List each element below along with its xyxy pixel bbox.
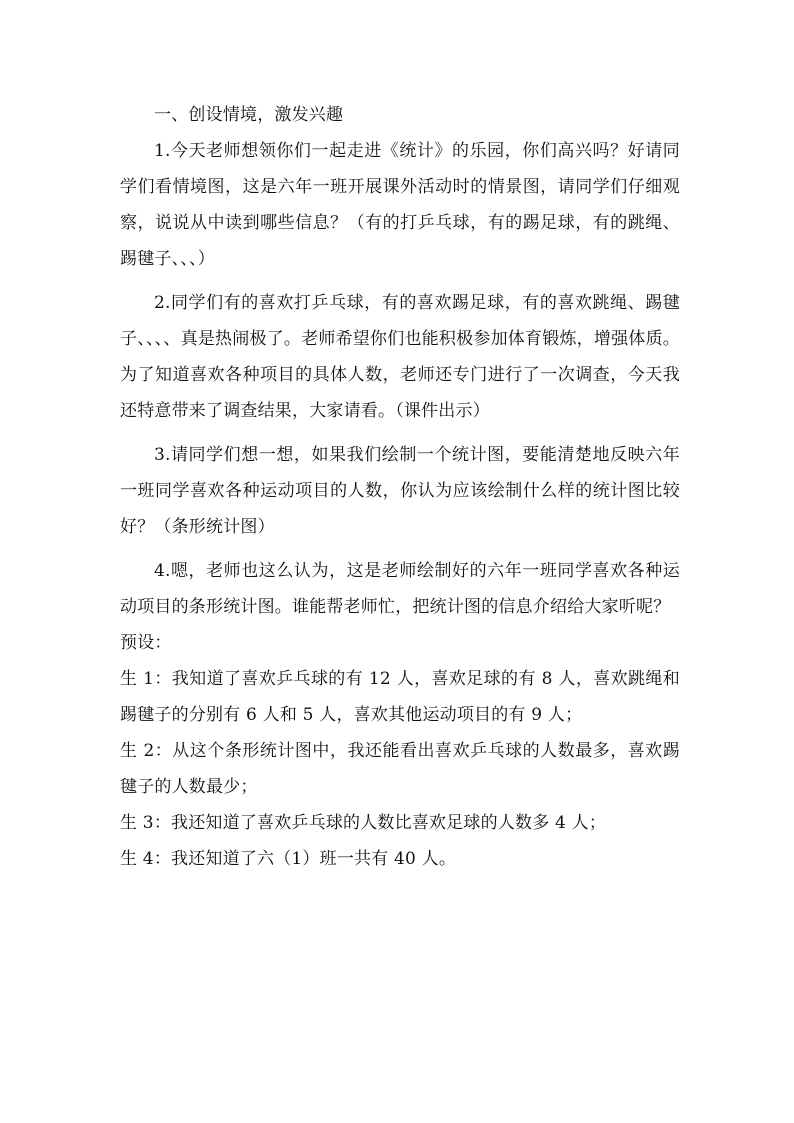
student-answer-1: 生 1：我知道了喜欢乒乓球的有 12 人，喜欢足球的有 8 人，喜欢跳绳和踢毽子的分别有 6 人和 5 人，喜欢其他运动项目的有 9 人； — [120, 669, 680, 725]
paragraph-2: 2.同学们有的喜欢打乒乓球，有的喜欢踢足球，有的喜欢跳绳、踢毽子、、、、真是热闹极了。老师希望你们也能积极参加体育锻炼，增强体质。为了知道喜欢各种项目的具体人数，老师还专门进行了一次调查，今天我还特意带来了调查结果，大家请看。（课件出示） — [120, 293, 680, 421]
section-heading: 一、创设情境，激发兴趣 — [154, 105, 344, 125]
paragraph-1: 1.今天老师想领你们一起走进《统计》的乐园，你们高兴吗？好请同学们看情境图，这是六年一班开展课外活动时的情景图，请同学们仔细观察，说说从中读到哪些信息？（有的打乒乓球，有的踢足球，有的跳绳、踢毽子、、、） — [120, 141, 680, 269]
document-body — [120, 97, 680, 877]
student-answer-4: 生 4：我还知道了六（1）班一共有 40 人。 — [120, 849, 457, 869]
preset-label: 预设： — [120, 633, 172, 653]
paragraph-4: 4.嗯，老师也这么认为，这是老师绘制好的六年一班同学喜欢各种运动项目的条形统计图。谁能帮老师忙，把统计图的信息介绍给大家听呢？ — [120, 561, 680, 617]
student-answer-2: 生 2：从这个条形统计图中，我还能看出喜欢乒乓球的人数最多，喜欢踢毽子的人数最少； — [120, 741, 680, 797]
student-answer-3: 生 3：我还知道了喜欢乒乓球的人数比喜欢足球的人数多 4 人； — [120, 813, 607, 833]
paragraph-3: 3.请同学们想一想，如果我们绘制一个统计图，要能清楚地反映六年一班同学喜欢各种运动项目的人数，你认为应该绘制什么样的统计图比较好？（条形统计图） — [120, 445, 680, 537]
